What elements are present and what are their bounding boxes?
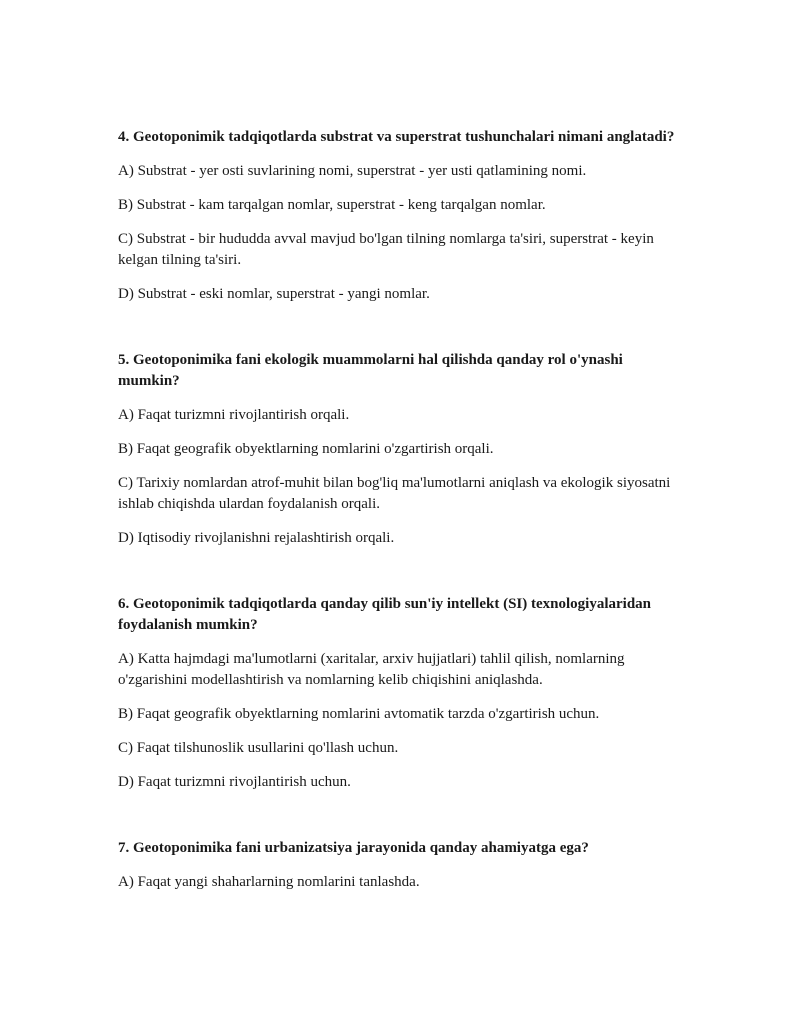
question-title: 6. Geotoponimik tadqiqotlarda qanday qilib sun'iy intellekt (SI) texnologiyalaridan foydalanish mumkin? [118, 596, 652, 633]
answer-option-d: D) Substrat - eski nomlar, superstrat - yangi nomlar. [118, 286, 430, 302]
answer-option-a: A) Faqat yangi shaharlarning nomlarini tanlashda. [118, 874, 420, 890]
question-5 [118, 350, 688, 549]
question-7 [118, 838, 688, 893]
answer-option-c: C) Substrat - bir hududda avval mavjud bo'lgan tilning nomlarga ta'siri, superstrat - keyin kelgan tilning ta'siri. [118, 231, 654, 268]
answer-option-b: B) Faqat geografik obyektlarning nomlarini avtomatik tarzda o'zgartirish uchun. [118, 706, 600, 722]
answer-option-b: B) Substrat - kam tarqalgan nomlar, superstrat - keng tarqalgan nomlar. [118, 197, 546, 213]
question-4 [118, 127, 688, 305]
document-page [118, 127, 688, 906]
answer-option-d: D) Faqat turizmni rivojlantirish uchun. [118, 774, 351, 790]
question-6 [118, 594, 688, 793]
question-title: 4. Geotoponimik tadqiqotlarda substrat va superstrat tushunchalari nimani anglatadi? [118, 129, 675, 145]
answer-option-a: A) Substrat - yer osti suvlarining nomi, superstrat - yer usti qatlamining nomi. [118, 163, 587, 179]
answer-option-d: D) Iqtisodiy rivojlanishni rejalashtirish orqali. [118, 530, 395, 546]
answer-option-a: A) Faqat turizmni rivojlantirish orqali. [118, 407, 350, 423]
spacer [118, 318, 688, 350]
answer-option-a: A) Katta hajmdagi ma'lumotlarni (xaritalar, arxiv hujjatlari) tahlil qilish, nomlarning o'zgarishini modellashtirish va nomlarning kelib chiqishini aniqlashda. [118, 651, 625, 688]
question-title: 7. Geotoponimika fani urbanizatsiya jarayonida qanday ahamiyatga ega? [118, 840, 589, 856]
answer-option-c: C) Tarixiy nomlardan atrof-muhit bilan bog'liq ma'lumotlarni aniqlash va ekologik siyosatni ishlab chiqishda ulardan foydalanish orqali. [118, 475, 671, 512]
answer-option-c: C) Faqat tilshunoslik usullarini qo'llash uchun. [118, 740, 399, 756]
spacer [118, 562, 688, 594]
answer-option-b: B) Faqat geografik obyektlarning nomlarini o'zgartirish orqali. [118, 441, 494, 457]
spacer [118, 806, 688, 838]
question-title: 5. Geotoponimika fani ekologik muammolarni hal qilishda qanday rol o'ynashi mumkin? [118, 352, 623, 389]
